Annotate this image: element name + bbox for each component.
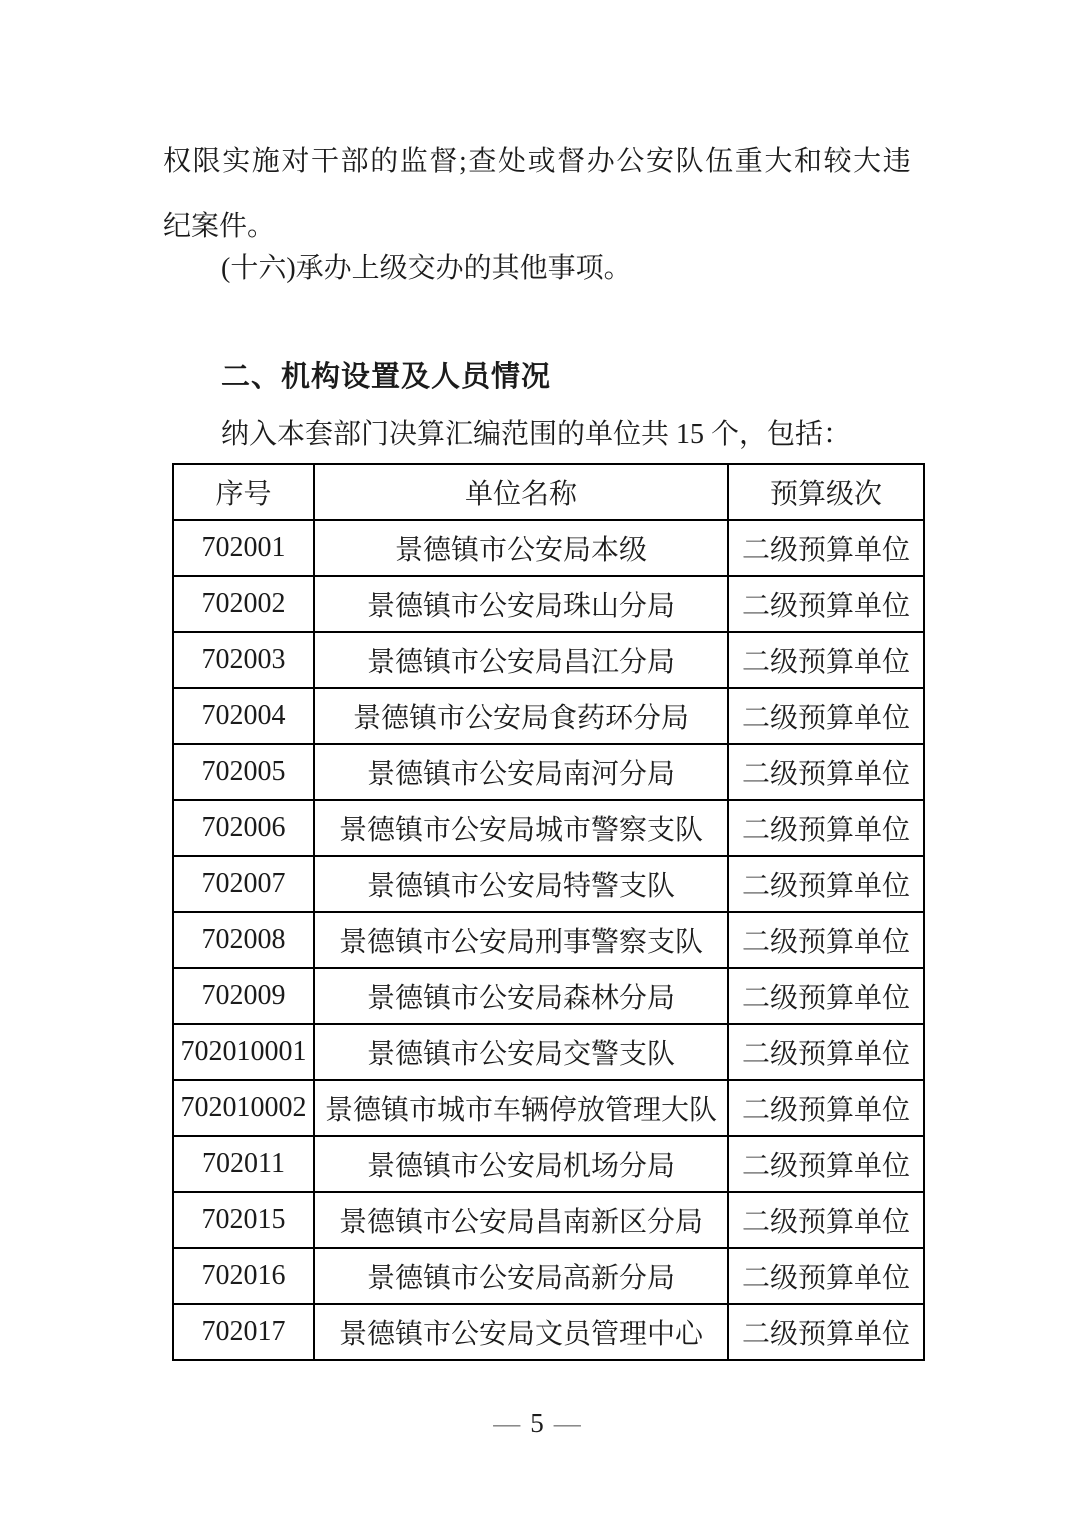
cell-unit-name: 景德镇市公安局本级 — [314, 520, 728, 576]
page-number: 5 — [530, 1408, 544, 1438]
column-header-unit-name: 单位名称 — [314, 464, 728, 520]
cell-unit-name: 景德镇市公安局交警支队 — [314, 1024, 728, 1080]
body-item-sixteen: (十六)承办上级交办的其他事项。 — [221, 253, 632, 284]
cell-budget-level: 二级预算单位 — [728, 856, 924, 912]
cell-serial-number: 702010002 — [173, 1080, 314, 1136]
cell-serial-number: 702003 — [173, 632, 314, 688]
cell-unit-name: 景德镇市公安局南河分局 — [314, 744, 728, 800]
cell-serial-number: 702006 — [173, 800, 314, 856]
cell-unit-name: 景德镇市公安局刑事警察支队 — [314, 912, 728, 968]
cell-budget-level: 二级预算单位 — [728, 632, 924, 688]
footer-left-dash: — — [493, 1408, 521, 1438]
units-table — [172, 463, 925, 1361]
cell-budget-level: 二级预算单位 — [728, 520, 924, 576]
cell-budget-level: 二级预算单位 — [728, 1248, 924, 1304]
cell-unit-name: 景德镇市公安局文员管理中心 — [314, 1304, 728, 1360]
cell-serial-number: 702016 — [173, 1248, 314, 1304]
lead-paragraph: 纳入本套部门决算汇编范围的单位共 15 个，包括： — [221, 419, 852, 450]
table-row — [173, 1136, 924, 1192]
cell-serial-number: 702011 — [173, 1136, 314, 1192]
table-row — [173, 856, 924, 912]
cell-budget-level: 二级预算单位 — [728, 744, 924, 800]
cell-budget-level: 二级预算单位 — [728, 912, 924, 968]
table-row — [173, 1248, 924, 1304]
table-row — [173, 520, 924, 576]
column-header-serial: 序号 — [173, 464, 314, 520]
footer-right-dash: — — [553, 1408, 581, 1438]
table-row — [173, 1304, 924, 1360]
table-row — [173, 1080, 924, 1136]
table-row — [173, 800, 924, 856]
cell-serial-number: 702005 — [173, 744, 314, 800]
table-row — [173, 632, 924, 688]
table-header-row — [173, 464, 924, 520]
units-table-body — [173, 520, 924, 1360]
section-heading: 二、机构设置及人员情况 — [221, 361, 552, 393]
cell-serial-number: 702001 — [173, 520, 314, 576]
cell-serial-number: 702008 — [173, 912, 314, 968]
column-header-budget-level: 预算级次 — [728, 464, 924, 520]
cell-unit-name: 景德镇市公安局森林分局 — [314, 968, 728, 1024]
cell-budget-level: 二级预算单位 — [728, 1192, 924, 1248]
cell-unit-name: 景德镇市公安局食药环分局 — [314, 688, 728, 744]
cell-serial-number: 702004 — [173, 688, 314, 744]
table-row — [173, 688, 924, 744]
cell-unit-name: 景德镇市城市车辆停放管理大队 — [314, 1080, 728, 1136]
cell-unit-name: 景德镇市公安局高新分局 — [314, 1248, 728, 1304]
page-footer — [0, 1408, 1074, 1439]
table-row — [173, 1192, 924, 1248]
cell-serial-number: 702017 — [173, 1304, 314, 1360]
cell-budget-level: 二级预算单位 — [728, 1304, 924, 1360]
cell-serial-number: 702009 — [173, 968, 314, 1024]
cell-unit-name: 景德镇市公安局昌南新区分局 — [314, 1192, 728, 1248]
cell-unit-name: 景德镇市公安局机场分局 — [314, 1136, 728, 1192]
body-paragraph-line-2: 纪案件。 — [163, 211, 276, 242]
cell-serial-number: 702007 — [173, 856, 314, 912]
table-row — [173, 1024, 924, 1080]
table-row — [173, 912, 924, 968]
cell-budget-level: 二级预算单位 — [728, 968, 924, 1024]
cell-budget-level: 二级预算单位 — [728, 1080, 924, 1136]
body-paragraph-line-1: 权限实施对干部的监督;查处或督办公安队伍重大和较大违 — [163, 146, 913, 177]
cell-serial-number: 702010001 — [173, 1024, 314, 1080]
cell-unit-name: 景德镇市公安局珠山分局 — [314, 576, 728, 632]
cell-unit-name: 景德镇市公安局城市警察支队 — [314, 800, 728, 856]
cell-serial-number: 702002 — [173, 576, 314, 632]
cell-unit-name: 景德镇市公安局昌江分局 — [314, 632, 728, 688]
table-row — [173, 744, 924, 800]
cell-budget-level: 二级预算单位 — [728, 1136, 924, 1192]
cell-budget-level: 二级预算单位 — [728, 688, 924, 744]
cell-budget-level: 二级预算单位 — [728, 576, 924, 632]
cell-budget-level: 二级预算单位 — [728, 800, 924, 856]
table-row — [173, 576, 924, 632]
cell-unit-name: 景德镇市公安局特警支队 — [314, 856, 728, 912]
table-row — [173, 968, 924, 1024]
cell-serial-number: 702015 — [173, 1192, 314, 1248]
cell-budget-level: 二级预算单位 — [728, 1024, 924, 1080]
